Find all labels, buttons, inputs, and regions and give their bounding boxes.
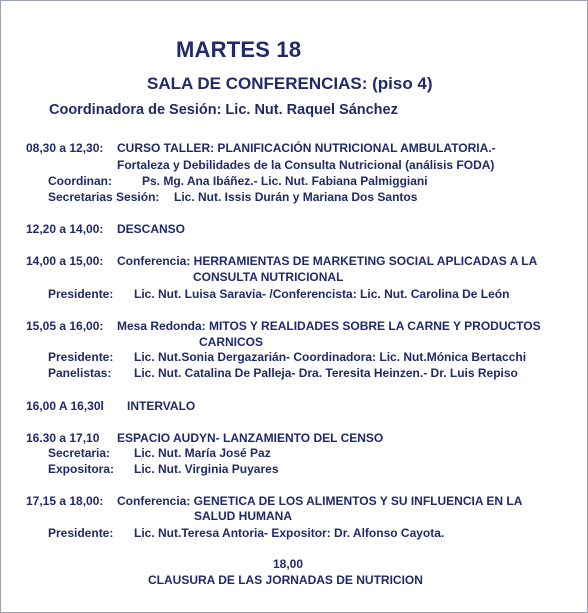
session-subtitle: Fortaleza y Debilidades de la Consulta Nutricional (análisis FODA) xyxy=(117,158,495,172)
day-title: MARTES 18 xyxy=(176,37,302,62)
closing-title: CLAUSURA DE LAS JORNADAS DE NUTRICION xyxy=(148,573,423,587)
session-title: CURSO TALLER: PLANIFICACIÓN NUTRICIONAL AMBULATORIA.- xyxy=(117,141,496,155)
role-label: Presidente: xyxy=(48,350,114,364)
session-coordinator: Coordinadora de Sesión: Lic. Nut. Raquel Sánchez xyxy=(49,102,398,118)
closing-time: 18,00 xyxy=(273,557,304,571)
role-value: Lic. Nut.Sonia Dergazarián- Coordinadora: Lic. Nut.Mónica Bertacchi xyxy=(134,350,527,364)
session-title-cont: SALUD HUMANA xyxy=(194,509,292,523)
role-value: Ps. Mg. Ana Ibáñez.- Lic. Nut. Fabiana Palmiggiani xyxy=(142,174,428,188)
session-title-cont: CARNICOS xyxy=(199,335,264,349)
session-title: DESCANSO xyxy=(117,222,186,236)
session-title: INTERVALO xyxy=(127,399,196,413)
session-time: 16.30 a 17,10 xyxy=(26,431,100,445)
role-label: Coordinan: xyxy=(48,174,112,188)
role-label: Secretaria: xyxy=(48,446,111,460)
role-label: Expositora: xyxy=(48,462,115,476)
role-value: Lic. Nut. María José Paz xyxy=(134,446,271,460)
room-title: SALA DE CONFERENCIAS: (piso 4) xyxy=(147,74,433,93)
session-time: 08,30 a 12,30: xyxy=(26,141,104,155)
role-value: Lic. Nut. Virginia Puyares xyxy=(134,462,279,476)
role-value: Lic. Nut. Catalina De Palleja- Dra. Teresita Heinzen.- Dr. Luis Repiso xyxy=(134,366,518,380)
session-time: 12,20 a 14,00: xyxy=(26,222,104,236)
session-time: 15,05 a 16,00: xyxy=(26,319,104,333)
role-label: Secretarias Sesión: xyxy=(48,190,160,204)
role-value: Lic. Nut. Issis Durán y Mariana Dos Santos xyxy=(174,190,418,204)
session-title: Conferencia: GENETICA DE LOS ALIMENTOS Y SU INFLUENCIA EN LA xyxy=(117,494,523,508)
role-label: Panelistas: xyxy=(48,366,112,380)
session-title-cont: CONSULTA NUTRICIONAL xyxy=(193,270,344,284)
session-time: 17,15 a 18,00: xyxy=(26,494,104,508)
session-title: ESPACIO AUDYN- LANZAMIENTO DEL CENSO xyxy=(117,431,384,445)
session-time: 16,00 A 16,30l xyxy=(26,399,104,413)
role-value: Lic. Nut. Luisa Saravia- /Conferencista: Lic. Nut. Carolina De León xyxy=(134,287,510,301)
session-title: Conferencia: HERRAMIENTAS DE MARKETING SOCIAL APLICADAS A LA xyxy=(117,254,538,268)
role-label: Presidente: xyxy=(48,287,114,301)
session-time: 14,00 a 15,00: xyxy=(26,254,104,268)
role-value: Lic. Nut.Teresa Antoria- Expositor: Dr. Alfonso Cayota. xyxy=(134,526,445,540)
role-label: Presidente: xyxy=(48,526,114,540)
session-title: Mesa Redonda: MITOS Y REALIDADES SOBRE LA CARNE Y PRODUCTOS xyxy=(117,319,541,333)
